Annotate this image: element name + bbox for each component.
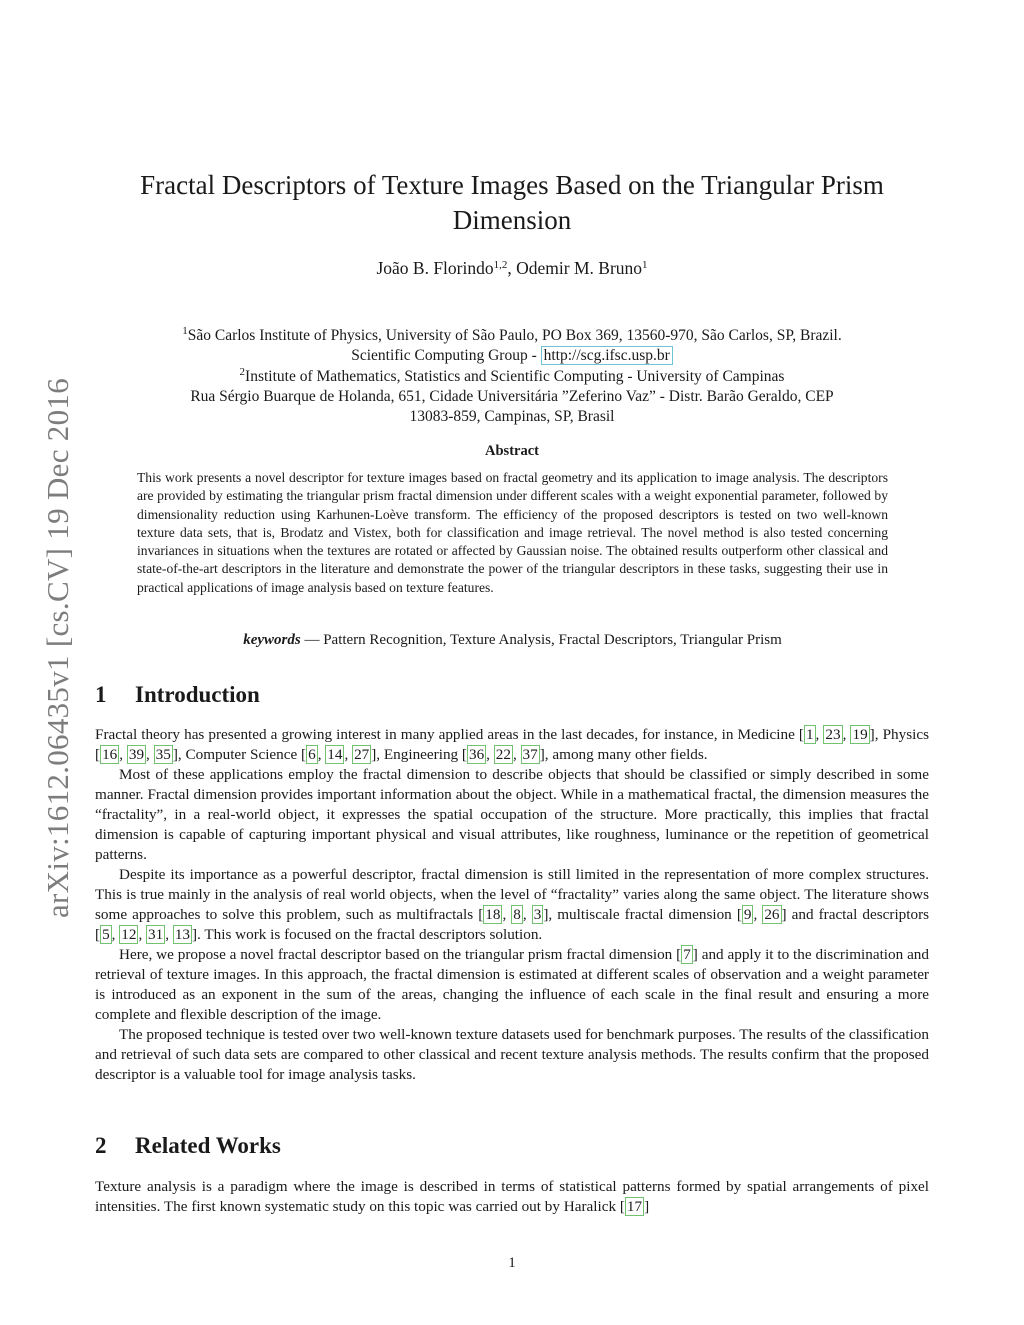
abstract-heading: Abstract bbox=[485, 443, 539, 459]
paper-title: Fractal Descriptors of Texture Images Based on the Triangular Prism Dimension bbox=[140, 170, 884, 235]
paragraph: Fractal theory has presented a growing interest in many applied areas in the last decades, for instance, in Medicine [ 1 , 23 , 19 ], Physics [ 16 , 39 , 35 ], Computer Science [ 6 , 14 , 27 ], Engineering [ 36 , 22 , 37 ], among many other fields. bbox=[95, 726, 930, 763]
citation-link[interactable]: 8 bbox=[513, 906, 521, 923]
author-separator: , bbox=[507, 258, 517, 278]
citation-link[interactable]: 13 bbox=[174, 926, 190, 943]
section-number: 1 bbox=[95, 682, 107, 707]
citation-link[interactable]: 35 bbox=[155, 746, 171, 763]
citation-link[interactable]: 27 bbox=[354, 746, 370, 763]
affiliation-group: Scientific Computing Group - http://scg.ifsc.usp.br bbox=[100, 346, 924, 366]
section-heading-introduction bbox=[95, 682, 260, 708]
author-name: João B. Florindo bbox=[376, 258, 494, 278]
section-title: Introduction bbox=[135, 682, 260, 707]
author-name: Odemir M. Bruno bbox=[516, 258, 643, 278]
citation-link[interactable]: 3 bbox=[533, 906, 542, 923]
introduction-body bbox=[95, 725, 929, 1085]
affiliation-marker: 1 bbox=[182, 325, 188, 337]
page-number: 1 bbox=[508, 1255, 516, 1271]
citation-link[interactable]: 7 bbox=[683, 946, 691, 963]
citation-link[interactable]: 23 bbox=[825, 726, 841, 743]
citation-link[interactable]: 17 bbox=[626, 1198, 643, 1215]
affiliations bbox=[100, 326, 924, 427]
keywords-label: keywords bbox=[243, 632, 301, 648]
paragraph: Texture analysis is a paradigm where the image is described in terms of statistical patterns formed by spatial arrangements of pixel intensities. The first known systematic study on this topic was carried out by Haralick [ 17 ] bbox=[95, 1178, 929, 1215]
author-list bbox=[100, 258, 924, 279]
abstract-text: This work presents a novel descriptor for texture images based on fractal geometry and its application to image analysis. The descriptors are provided by estimating the triangular prism fractal dimension under different scales with a weight exponential parameter, followed by dimensionality reduction using Karhunen-Loève transform. The efficiency of the proposed descriptors is tested on two well-known texture data sets, that is, Brodatz and Vistex, both for classification and image retrieval. The novel method is also tested concerning invariances in situations when the textures are rotated or affected by Gaussian noise. The obtained results outperform other classical and state-of-the-art descriptors in the literature and demonstrate the power of the triangular descriptors in these tasks, suggesting their use in practical applications of image analysis based on texture features. bbox=[137, 470, 888, 595]
affiliation-2: $^2$Institute of Mathematics, Statistics and Scientific Computing - University of Campinas bbox=[239, 365, 785, 385]
citation-link[interactable]: 26 bbox=[764, 906, 780, 923]
affiliation-1: $^1$São Carlos Institute of Physics, University of São Paulo, PO Box 369, 13560-970, São Carlos, SP, Brazil. bbox=[182, 325, 842, 344]
citation-link[interactable]: 12 bbox=[121, 926, 137, 943]
citation-link[interactable]: 36 bbox=[468, 746, 485, 763]
section-number: 2 bbox=[95, 1133, 107, 1158]
affiliation-marker: 1,2 bbox=[493, 259, 508, 271]
citation-link[interactable]: 14 bbox=[327, 746, 343, 763]
citation-link[interactable]: 16 bbox=[102, 746, 118, 763]
group-url-link[interactable]: http://scg.ifsc.usp.br bbox=[541, 346, 673, 365]
citation-link[interactable]: 6 bbox=[308, 746, 316, 763]
citation-link[interactable]: 31 bbox=[148, 926, 164, 943]
related-works-body bbox=[95, 1177, 929, 1217]
citation-link[interactable]: 19 bbox=[852, 726, 868, 743]
citation-link[interactable]: 5 bbox=[102, 926, 110, 943]
paragraph: Most of these applications employ the fractal dimension to describe objects that should be classified or simply described in some manner. Fractal dimension provides important information about the object. While in a mathematical fractal, the dimension measures the “fractality”, in a real-world object, it expresses the spatial occupation of the structure. More practically, this implies that fractal dimension is capable of capturing important physical and visual attributes, like roughness, luminance or the repetition of geometrical patterns. bbox=[95, 766, 929, 863]
arxiv-identifier-stamp: arXiv:1612.06435v1 [cs.CV] 19 Dec 2016 bbox=[40, 377, 75, 919]
section-heading-related-works bbox=[95, 1133, 281, 1159]
affiliation-2-city: 13083-859, Campinas, SP, Brasil bbox=[409, 408, 615, 426]
paragraph: Despite its importance as a powerful descriptor, fractal dimension is still limited in the representation of more complex structures. This is true mainly in the analysis of real world objects, when the level of “fractality” varies along the same object. The literature shows some approaches to solve this problem, such as multifractals [ 18 , 8 , 3 ], multiscale fractal dimension [ 9 , 26 ] and fractal descriptors [ 5 , 12 , 31 , 13 ]. This work is focused on the fractal descriptors solution. bbox=[95, 866, 930, 943]
affiliation-marker: 1 bbox=[642, 259, 648, 271]
citation-link[interactable]: 1 bbox=[805, 726, 814, 743]
citation-link[interactable]: 9 bbox=[743, 906, 752, 923]
keywords-line bbox=[137, 632, 888, 649]
citation-link[interactable]: 22 bbox=[495, 746, 511, 763]
keywords-text: — Pattern Recognition, Texture Analysis, Fractal Descriptors, Triangular Prism bbox=[300, 632, 782, 648]
section-title: Related Works bbox=[135, 1133, 281, 1158]
citation-link[interactable]: 18 bbox=[485, 906, 501, 923]
citation-link[interactable]: 37 bbox=[522, 746, 538, 763]
affiliation-marker: 2 bbox=[239, 365, 246, 378]
paragraph: Here, we propose a novel fractal descriptor based on the triangular prism fractal dimension [ 7 ] and apply it to the discrimination and retrieval of texture images. In this approach, the fractal dimension is estimated at different scales of observation and a weight parameter is introduced as an exponent in the sum of the areas, changing the influence of each scale in the final result and ensuring a more complete and flexible description of the image. bbox=[95, 946, 929, 1023]
affiliation-2-address: Rua Sérgio Buarque de Holanda, 651, Cidade Universitária ”Zeferino Vaz” - Distr. Barão Geraldo, CEP bbox=[190, 387, 834, 405]
citation-link[interactable]: 39 bbox=[128, 746, 145, 763]
paragraph: The proposed technique is tested over two well-known texture datasets used for benchmark purposes. The results of the classification and retrieval of such data sets are compared to other classical and recent texture analysis methods. The results confirm that the proposed descriptor is a valuable tool for image analysis tasks. bbox=[95, 1026, 929, 1083]
